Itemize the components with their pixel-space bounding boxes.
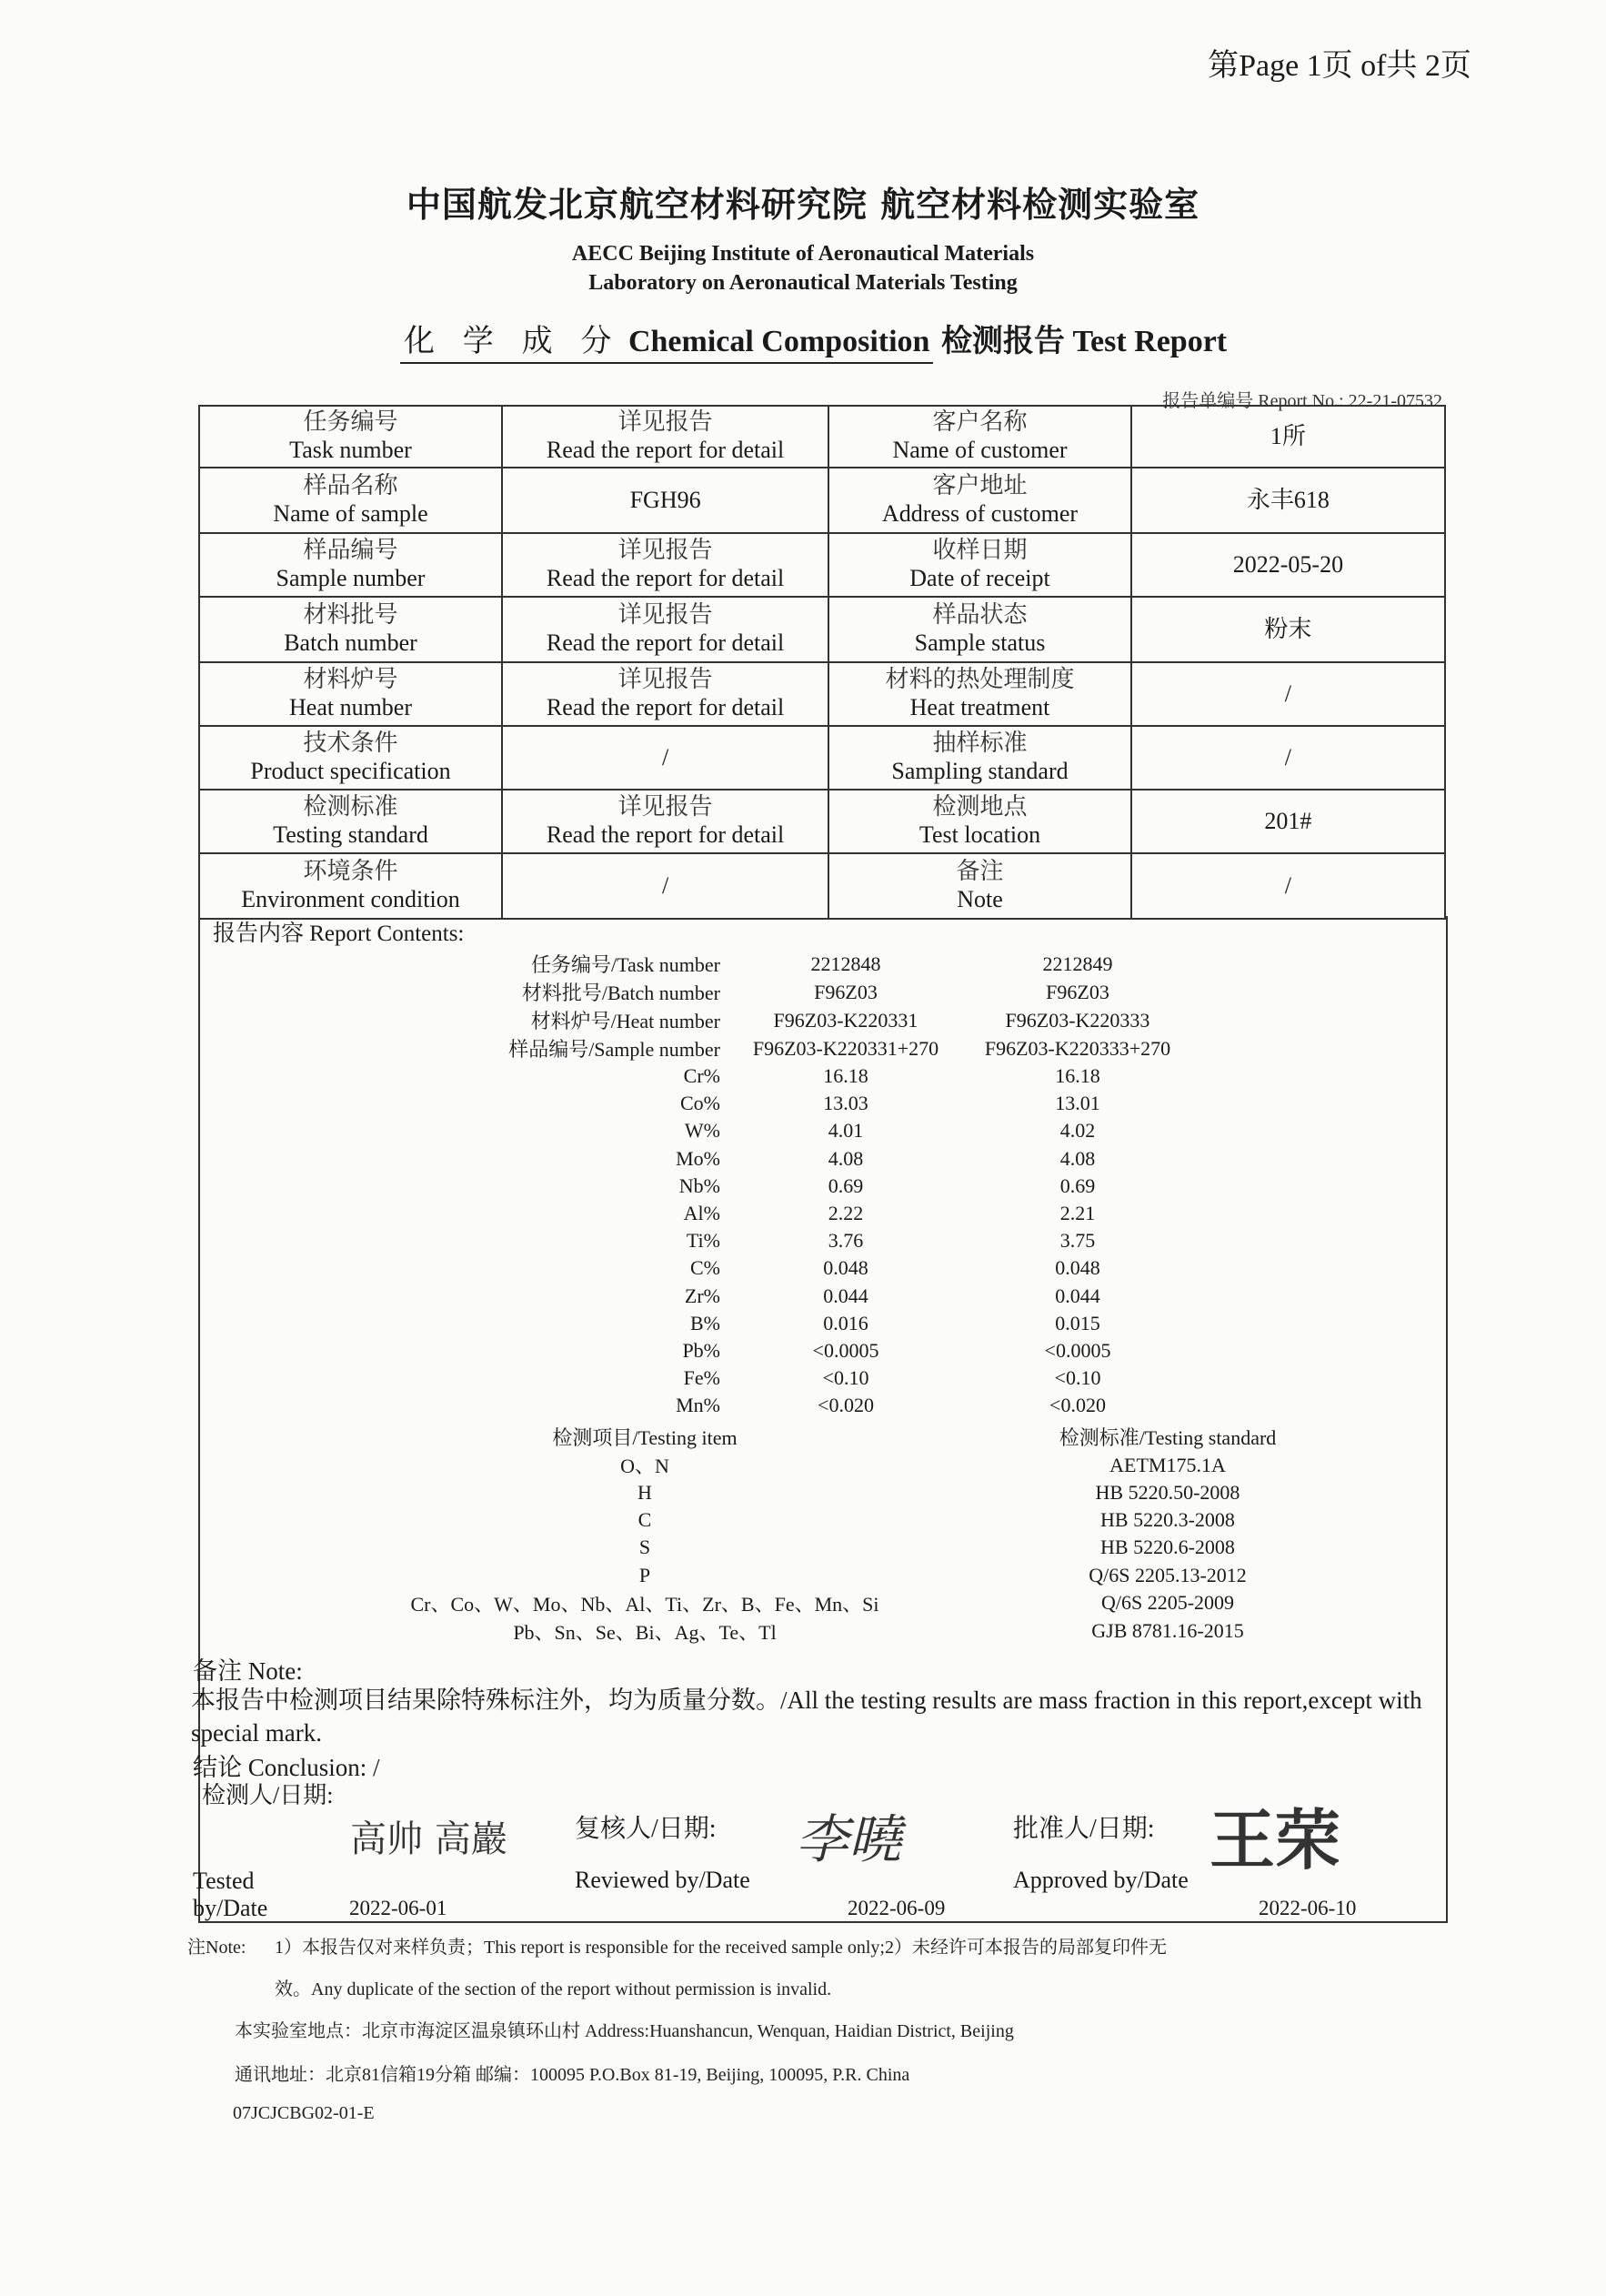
field-label-en: Test location xyxy=(918,821,1041,848)
field-value: Read the report for detail xyxy=(546,821,785,848)
result-value-sample-1: 3.76 xyxy=(828,1229,864,1253)
field-value: 2022-05-20 xyxy=(1232,551,1344,579)
info-row xyxy=(199,662,1445,726)
standard-row xyxy=(300,1617,1346,1646)
testing-standard: HB 5220.3-2008 xyxy=(1100,1508,1235,1532)
info-cell xyxy=(502,468,828,533)
field-value: / xyxy=(1284,680,1292,708)
testing-standard: Q/6S 2205-2009 xyxy=(1100,1591,1235,1615)
info-cell xyxy=(199,790,502,853)
approved-date: 2022-06-10 xyxy=(1259,1897,1357,1919)
testing-standard: GJB 8781.16-2015 xyxy=(1091,1619,1244,1643)
testing-item: Pb、Sn、Se、Bi、Ag、Te、Tl xyxy=(513,1620,777,1644)
info-cell xyxy=(199,406,502,468)
field-label-en: Date of receipt xyxy=(909,565,1050,591)
info-cell xyxy=(199,468,502,533)
result-row xyxy=(382,1200,1200,1227)
info-cell xyxy=(199,726,502,790)
reviewed-date: 2022-06-09 xyxy=(848,1897,946,1919)
result-row xyxy=(382,950,1200,978)
reviewed-by-label-en: Reviewed by/Date xyxy=(575,1867,750,1893)
result-row xyxy=(382,978,1200,1006)
info-row xyxy=(199,853,1445,919)
result-row xyxy=(382,1337,1200,1365)
result-value-sample-2: 0.015 xyxy=(1055,1311,1100,1334)
result-label: 材料炉号/Heat number xyxy=(530,1010,720,1032)
result-value-sample-2: 2.21 xyxy=(1059,1202,1096,1225)
result-label: Al% xyxy=(683,1202,720,1225)
field-label-cn: 样品状态 xyxy=(932,601,1028,629)
institute-name-en: AECC Beijing Institute of Aeronautical Materials xyxy=(571,242,1035,266)
result-row xyxy=(382,1283,1200,1310)
result-label: C% xyxy=(690,1256,720,1280)
result-label: Fe% xyxy=(683,1366,720,1390)
info-cell xyxy=(1131,790,1445,853)
field-label-cn: 样品名称 xyxy=(303,472,398,500)
testing-item: H xyxy=(637,1481,652,1505)
field-value: / xyxy=(661,744,669,771)
result-value-sample-1: 2.22 xyxy=(828,1202,864,1225)
info-cell xyxy=(828,726,1131,790)
info-cell xyxy=(502,533,828,597)
result-value-sample-2: 3.75 xyxy=(1059,1229,1096,1253)
result-value-sample-1: 0.048 xyxy=(823,1256,868,1280)
field-label-cn: 材料批号 xyxy=(303,601,398,629)
testing-standard: HB 5220.6-2008 xyxy=(1100,1536,1235,1559)
field-label-en: Sample status xyxy=(914,629,1046,656)
field-value: Read the report for detail xyxy=(546,694,785,720)
info-cell xyxy=(828,468,1131,533)
result-value-sample-2: F96Z03-K220333+270 xyxy=(984,1036,1171,1060)
result-value-sample-2: 16.18 xyxy=(1055,1064,1100,1088)
field-value: / xyxy=(1284,872,1292,900)
report-title xyxy=(400,316,1227,364)
result-row xyxy=(382,1227,1200,1254)
info-cell xyxy=(1131,533,1445,597)
field-label-en: Note xyxy=(957,886,1003,912)
tested-by-label-en: Tested by/Date xyxy=(193,1868,268,1921)
footer-line-1: 1）本报告仅对来样负责；This report is responsible for the received sample only;2）未经许可本报告的局部复印件无 xyxy=(275,1938,1167,1958)
field-label-en: Batch number xyxy=(284,629,417,656)
field-label-cn: 检测地点 xyxy=(932,793,1028,821)
result-value-sample-1: F96Z03-K220331+270 xyxy=(752,1036,939,1060)
field-label-en: Heat number xyxy=(289,694,413,720)
info-cell xyxy=(199,853,502,919)
info-cell xyxy=(828,597,1131,662)
reviewed-by-label-cn: 复核人/日期: xyxy=(575,1815,717,1843)
field-label-cn: 检测标准 xyxy=(303,793,398,821)
footer-mailing-address: 通讯地址：北京81信箱19分箱 邮编：100095 P.O.Box 81-19, Beijing, 100095, P.R. China xyxy=(235,2065,910,2085)
standards-table xyxy=(300,1423,1346,1646)
result-row xyxy=(382,1117,1200,1144)
testing-item: C xyxy=(637,1508,652,1532)
result-row xyxy=(382,1006,1200,1034)
result-label: B% xyxy=(690,1311,720,1334)
result-value-sample-1: 0.69 xyxy=(828,1173,864,1197)
result-value-sample-2: <0.020 xyxy=(1049,1394,1106,1417)
field-label-en: Heat treatment xyxy=(909,694,1050,720)
info-row xyxy=(199,597,1445,662)
info-cell xyxy=(828,406,1131,468)
info-cell xyxy=(502,406,828,468)
testing-item: P xyxy=(638,1563,651,1586)
result-row xyxy=(382,1254,1200,1282)
info-row xyxy=(199,790,1445,853)
info-cell xyxy=(1131,468,1445,533)
results-table xyxy=(382,950,1200,1419)
institute-name-cn: 中国航发北京航空材料研究院 航空材料检测实验室 xyxy=(406,185,1200,225)
testing-item: 检测项目/Testing item xyxy=(552,1426,738,1449)
result-row xyxy=(382,1392,1200,1419)
result-value-sample-2: F96Z03 xyxy=(1046,980,1109,1003)
approved-by-label-en: Approved by/Date xyxy=(1013,1867,1189,1893)
field-label-en: Product specification xyxy=(250,758,451,784)
result-value-sample-1: 4.08 xyxy=(828,1146,864,1170)
report-title-suffix-en: Test Report xyxy=(1072,325,1228,358)
field-value: / xyxy=(661,872,669,900)
field-label-en: Testing standard xyxy=(273,821,428,848)
info-cell xyxy=(828,533,1131,597)
field-label-cn: 客户名称 xyxy=(932,408,1028,437)
info-row xyxy=(199,533,1445,597)
result-label: Pb% xyxy=(682,1338,720,1362)
standard-row xyxy=(300,1589,1346,1617)
field-label-en: Name of customer xyxy=(892,437,1068,463)
conclusion: 结论 Conclusion: / xyxy=(193,1754,380,1781)
page-number: 第Page 1页 of共 2页 xyxy=(1208,49,1471,83)
field-value: FGH96 xyxy=(629,487,701,514)
field-label-cn: 客户地址 xyxy=(932,472,1028,500)
field-label-cn: 材料炉号 xyxy=(303,666,398,694)
info-cell xyxy=(1131,726,1445,790)
field-value-cn: 详见报告 xyxy=(617,793,713,821)
result-value-sample-1: <0.10 xyxy=(822,1366,869,1390)
note-body: 本报告中检测项目结果除特殊标注外，均为质量分数。/All the testing results are mass fraction in this report,except with special mark. xyxy=(191,1687,1422,1747)
result-value-sample-2: 0.048 xyxy=(1055,1256,1100,1280)
note-heading: 备注 Note: xyxy=(193,1657,303,1685)
result-label: Nb% xyxy=(678,1173,720,1197)
report-contents-label: 报告内容 Report Contents: xyxy=(213,921,465,946)
info-cell xyxy=(1131,662,1445,726)
info-cell xyxy=(1131,853,1445,919)
tested-by-label-cn: 检测人/日期: xyxy=(202,1782,334,1808)
standard-row xyxy=(300,1423,1346,1451)
result-label: 任务编号/Task number xyxy=(530,953,720,976)
testing-standard: AETM175.1A xyxy=(1109,1453,1226,1476)
result-value-sample-2: <0.10 xyxy=(1054,1366,1101,1390)
result-label: 材料批号/Batch number xyxy=(521,982,720,1004)
laboratory-name-en: Laboratory on Aeronautical Materials Testing xyxy=(588,271,1018,295)
testing-item: S xyxy=(638,1536,651,1559)
footer-note-prefix: 注Note: xyxy=(187,1938,246,1958)
result-value-sample-2: 4.02 xyxy=(1059,1119,1096,1143)
field-label-en: Sample number xyxy=(276,565,426,591)
field-value: 粉末 xyxy=(1264,616,1312,643)
standard-row xyxy=(300,1479,1346,1506)
result-label: Ti% xyxy=(686,1229,720,1253)
field-label-en: Environment condition xyxy=(241,886,460,912)
testing-standard: HB 5220.50-2008 xyxy=(1095,1481,1240,1505)
result-row xyxy=(382,1365,1200,1392)
field-value-cn: 详见报告 xyxy=(617,537,713,565)
footer-line-2: 效。Any duplicate of the section of the report without permission is invalid. xyxy=(275,1979,832,1999)
standard-row xyxy=(300,1534,1346,1561)
info-cell xyxy=(828,662,1131,726)
result-value-sample-1: 0.016 xyxy=(823,1311,868,1334)
info-cell xyxy=(502,726,828,790)
result-value-sample-2: 0.69 xyxy=(1059,1173,1096,1197)
field-value: Read the report for detail xyxy=(546,565,785,591)
result-value-sample-1: 13.03 xyxy=(823,1092,868,1115)
standard-row xyxy=(300,1451,1346,1479)
info-row xyxy=(199,406,1445,468)
result-value-sample-1: F96Z03 xyxy=(814,980,878,1003)
info-cell xyxy=(828,790,1131,853)
testing-item: Cr、Co、W、Mo、Nb、Al、Ti、Zr、B、Fe、Mn、Si xyxy=(410,1592,879,1616)
field-label-cn: 收样日期 xyxy=(932,537,1028,565)
result-value-sample-2: 0.044 xyxy=(1055,1284,1100,1307)
result-value-sample-1: <0.020 xyxy=(818,1394,874,1417)
result-row xyxy=(382,1062,1200,1090)
testing-standard: 检测标准/Testing standard xyxy=(1059,1426,1277,1449)
result-value-sample-1: <0.0005 xyxy=(812,1338,879,1362)
field-label-cn: 环境条件 xyxy=(303,858,398,886)
standard-row xyxy=(300,1562,1346,1589)
result-value-sample-1: 16.18 xyxy=(823,1064,868,1088)
report-title-suffix-cn: 检测报告 xyxy=(940,323,1065,359)
field-value: Read the report for detail xyxy=(546,437,785,463)
result-label: Mn% xyxy=(676,1394,720,1417)
field-label-cn: 材料的热处理制度 xyxy=(885,666,1075,694)
field-label-cn: 技术条件 xyxy=(303,730,398,758)
result-label: Cr% xyxy=(683,1064,720,1088)
field-value-cn: 详见报告 xyxy=(617,408,713,437)
result-value-sample-1: F96Z03-K220331 xyxy=(773,1008,918,1032)
info-cell xyxy=(199,662,502,726)
info-cell xyxy=(1131,406,1445,468)
field-value: / xyxy=(1284,744,1292,771)
result-value-sample-2: 4.08 xyxy=(1059,1146,1096,1170)
field-label-en: Name of sample xyxy=(273,500,428,527)
field-label-en: Address of customer xyxy=(881,500,1079,527)
field-label-cn: 抽样标准 xyxy=(932,730,1028,758)
reviewed-by-signature: 李曉 xyxy=(796,1808,902,1870)
info-cell xyxy=(502,790,828,853)
result-value-sample-2: 13.01 xyxy=(1055,1092,1100,1115)
field-label-cn: 样品编号 xyxy=(303,537,398,565)
info-cell xyxy=(502,853,828,919)
result-label: W% xyxy=(684,1119,720,1143)
info-table xyxy=(198,405,1446,920)
field-label-cn: 任务编号 xyxy=(303,408,398,437)
result-value-sample-1: 4.01 xyxy=(828,1119,864,1143)
result-value-sample-2: F96Z03-K220333 xyxy=(1005,1008,1150,1032)
report-title-cn: 化 学 成 分 xyxy=(404,323,621,359)
result-value-sample-1: 2212848 xyxy=(810,952,881,975)
info-cell xyxy=(199,533,502,597)
result-value-sample-2: 2212849 xyxy=(1042,952,1113,975)
report-title-underlined xyxy=(400,316,933,364)
info-row xyxy=(199,726,1445,790)
field-label-en: Task number xyxy=(289,437,412,463)
field-value: 1所 xyxy=(1270,423,1306,450)
result-row xyxy=(382,1034,1200,1062)
approved-by-label-cn: 批准人/日期: xyxy=(1013,1815,1155,1843)
footer-address: 本实验室地点：北京市海淀区温泉镇环山村 Address:Huanshancun, Wenquan, Haidian District, Beijing xyxy=(235,2021,1014,2041)
field-label-en: Sampling standard xyxy=(891,758,1069,784)
info-cell xyxy=(502,662,828,726)
field-value-cn: 详见报告 xyxy=(617,666,713,694)
report-number: 报告单编号 Report No.: 22-21-07532 xyxy=(1162,391,1442,411)
tested-by-signature: 高帅 高巖 xyxy=(350,1818,507,1860)
result-label: Mo% xyxy=(676,1146,720,1170)
testing-standard: Q/6S 2205.13-2012 xyxy=(1089,1563,1247,1586)
approved-by-signature: 王荣 xyxy=(1210,1802,1341,1878)
result-label: Zr% xyxy=(684,1284,720,1307)
field-value-cn: 详见报告 xyxy=(617,601,713,629)
report-title-en: Chemical Composition xyxy=(627,325,930,358)
result-value-sample-2: <0.0005 xyxy=(1044,1338,1111,1362)
result-row xyxy=(382,1145,1200,1173)
result-label: 样品编号/Sample number xyxy=(508,1038,720,1061)
form-code: 07JCJCBG02-01-E xyxy=(233,2103,375,2123)
tested-date: 2022-06-01 xyxy=(349,1897,447,1919)
standard-row xyxy=(300,1506,1346,1534)
result-row xyxy=(382,1090,1200,1117)
field-value: 永丰618 xyxy=(1246,487,1330,514)
result-row xyxy=(382,1173,1200,1200)
result-row xyxy=(382,1310,1200,1337)
info-cell xyxy=(1131,597,1445,662)
testing-item: O、N xyxy=(620,1455,669,1477)
result-value-sample-1: 0.044 xyxy=(823,1284,868,1307)
field-value: 201# xyxy=(1264,808,1312,835)
info-cell xyxy=(502,597,828,662)
info-cell xyxy=(199,597,502,662)
field-label-cn: 备注 xyxy=(956,858,1004,886)
info-row xyxy=(199,468,1445,533)
result-label: Co% xyxy=(680,1092,720,1115)
field-value: Read the report for detail xyxy=(546,629,785,656)
info-cell xyxy=(828,853,1131,919)
